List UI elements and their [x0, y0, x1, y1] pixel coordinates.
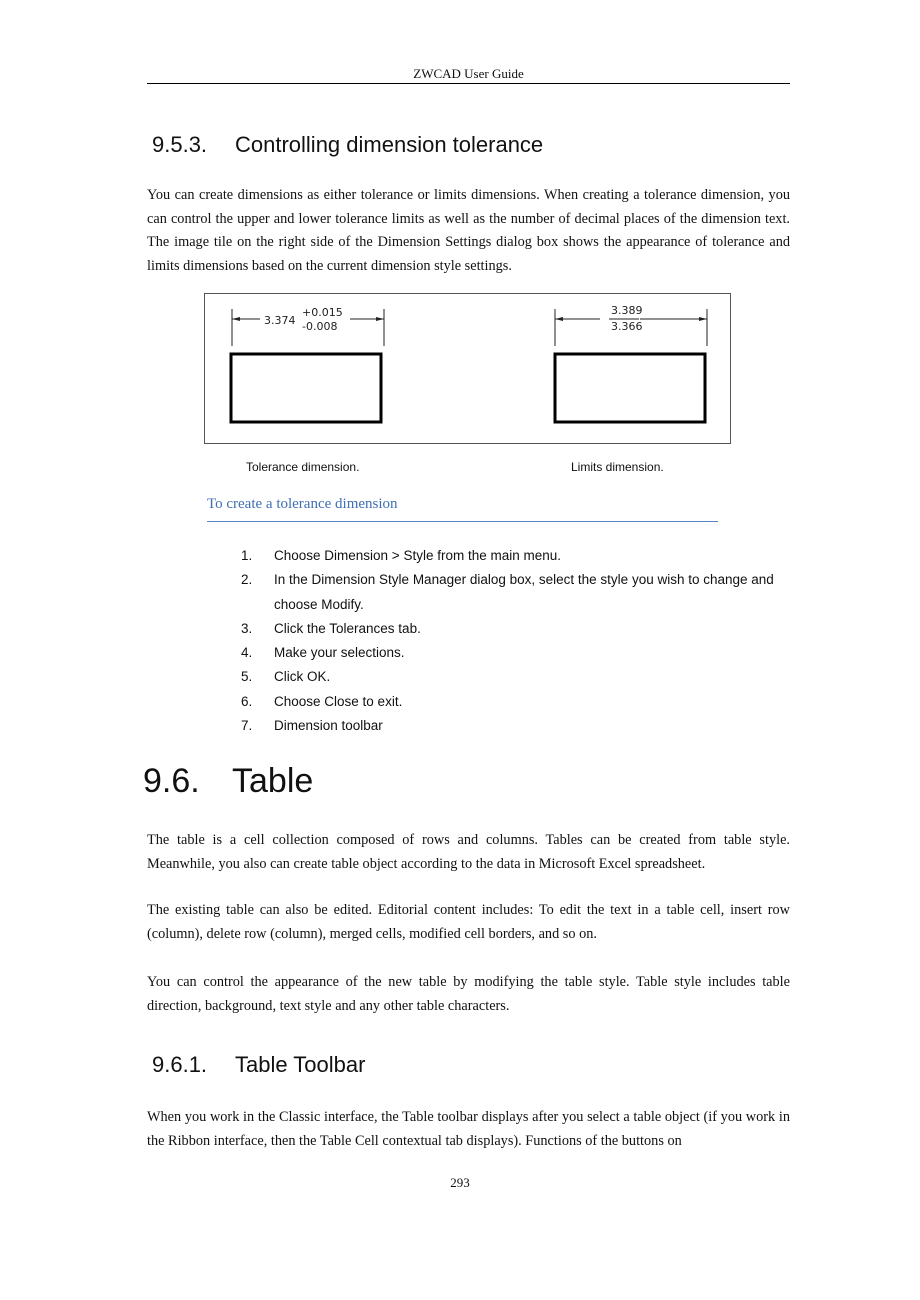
step-number: 1.	[241, 548, 253, 563]
section-number: 9.6.	[143, 762, 200, 800]
section-number: 9.6.1.	[152, 1052, 208, 1077]
section-heading-9-6-1	[152, 1052, 365, 1078]
step-text: Make your selections.	[274, 645, 405, 661]
section-heading-9-6	[143, 762, 313, 801]
limits-upper-value: 3.389	[611, 304, 643, 317]
limits-lower-value: 3.366	[611, 320, 643, 333]
section-number: 9.5.3.	[152, 132, 208, 157]
section-title: Controlling dimension tolerance	[235, 132, 544, 157]
step-text: Click OK.	[274, 669, 331, 685]
section-heading-9-5-3	[152, 132, 543, 158]
dimension-illustration	[205, 294, 730, 443]
tolerance-caption: Tolerance dimension.	[246, 460, 360, 474]
limits-caption: Limits dimension.	[571, 460, 664, 474]
list-item	[241, 568, 791, 617]
step-text: Choose Close to exit.	[274, 693, 403, 709]
step-text: Dimension toolbar	[274, 718, 383, 734]
running-header: ZWCAD User Guide	[147, 66, 790, 84]
list-item	[241, 714, 791, 738]
section-title: Table	[232, 762, 314, 800]
table-paragraph-3: You can control the appearance of the new table by modifying the table style. Table style includes table direction, background, text style and any other table characters.	[147, 974, 790, 1014]
list-item	[241, 544, 791, 568]
intro-paragraph: You can create dimensions as either tolerance or limits dimensions. When creating a tolerance dimension, you can control the upper and lower tolerance limits as well as the number of decimal places of the dimension text. The image tile on the right side of the Dimension Settings dialog box shows the appearance of tolerance and limits dimensions based on the current dimension style settings.	[147, 187, 790, 274]
procedure-title: To create a tolerance dimension	[207, 496, 718, 522]
step-number: 5.	[241, 669, 253, 685]
step-number: 4.	[241, 645, 253, 661]
procedure-steps	[241, 544, 791, 738]
table-paragraph-1: The table is a cell collection composed of rows and columns. Tables can be created from table style. Meanwhile, you also can create table object according to the data in Microsoft Excel spreadsheet.	[147, 832, 790, 872]
step-text: In the Dimension Style Manager dialog box, select the style you wish to change and choose Modify.	[274, 572, 774, 612]
step-number: 7.	[241, 718, 253, 734]
step-number: 2.	[241, 572, 253, 588]
tolerance-lower-value: -0.008	[302, 320, 338, 333]
dimension-figure	[204, 293, 731, 444]
step-number: 6.	[241, 693, 253, 709]
tolerance-upper-value: +0.015	[302, 306, 343, 319]
tolerance-base-value: 3.374	[264, 314, 296, 327]
step-text: Click the Tolerances tab.	[274, 620, 421, 636]
list-item	[241, 690, 791, 714]
toolbar-paragraph: When you work in the Classic interface, the Table toolbar displays after you select a table object (if you work in the Ribbon interface, then the Table Cell contextual tab displays). Functions of the buttons on	[147, 1109, 790, 1149]
table-paragraph-2: The existing table can also be edited. Editorial content includes: To edit the text in a table cell, insert row (column), delete row (column), merged cells, modified cell borders, and so on.	[147, 902, 790, 942]
list-item	[241, 641, 791, 665]
step-text: Choose Dimension > Style from the main menu.	[274, 548, 562, 563]
step-number: 3.	[241, 620, 253, 636]
page-number: 293	[450, 1175, 470, 1190]
section-title: Table Toolbar	[235, 1052, 366, 1077]
list-item	[241, 665, 791, 689]
list-item	[241, 617, 791, 641]
